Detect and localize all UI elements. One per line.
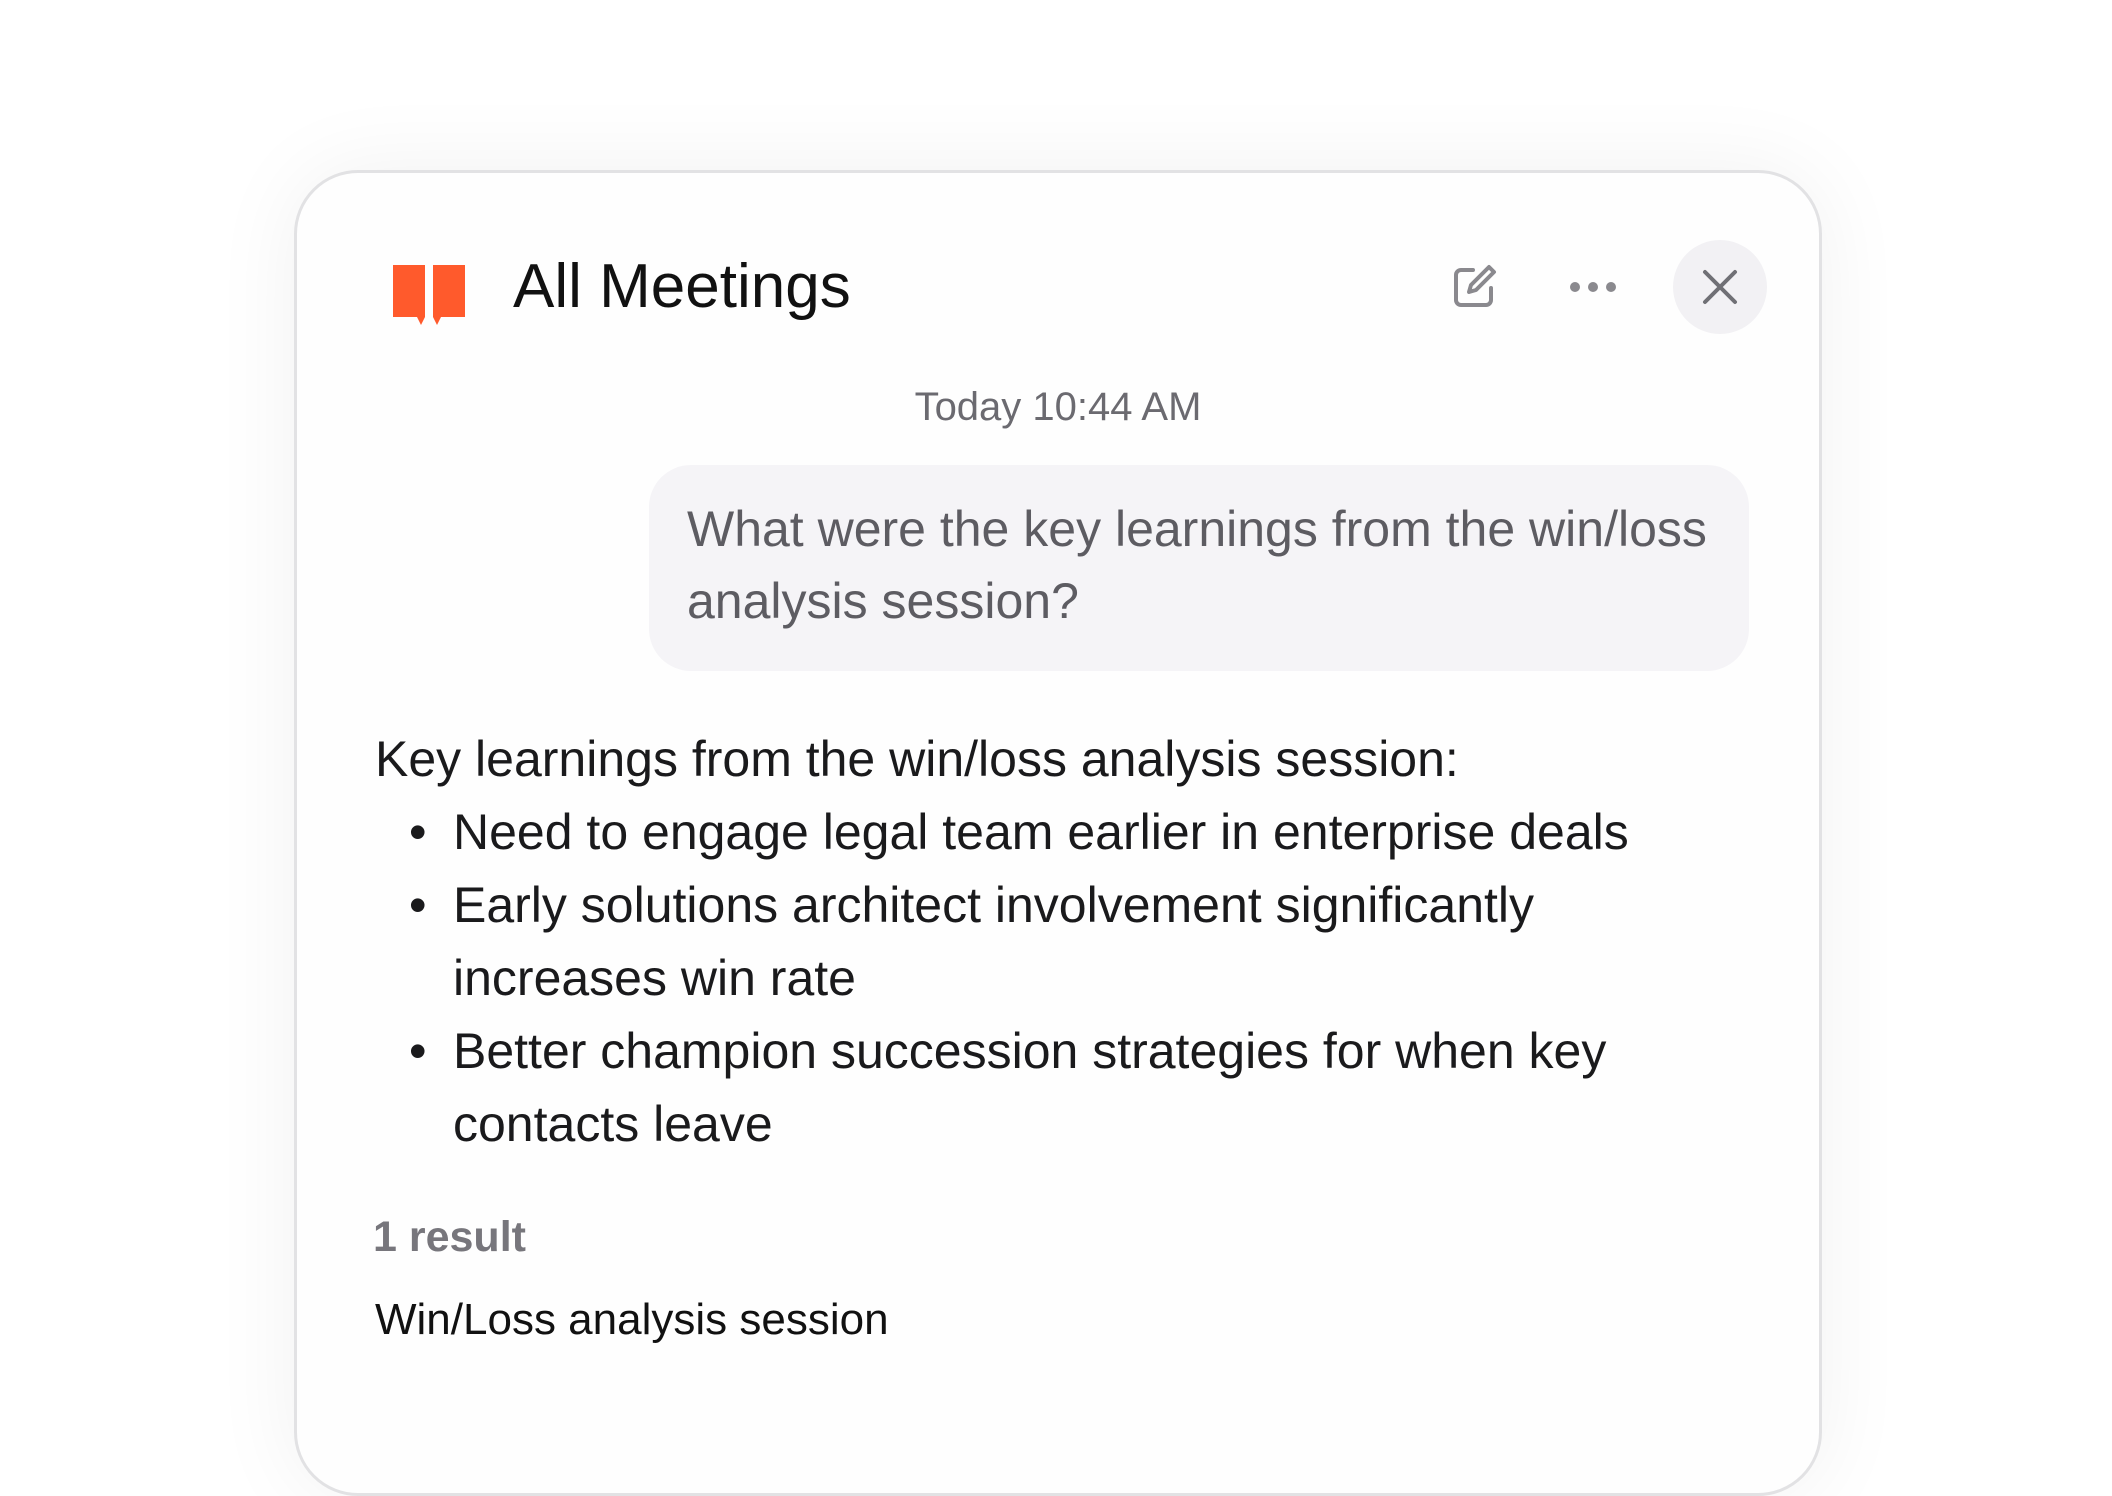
chat-panel [294,170,1822,1496]
close-button[interactable] [1673,240,1767,334]
close-icon [1702,269,1738,305]
results-count: 1 result [373,1213,526,1261]
answer-intro: Key learnings from the win/loss analysis session: [375,731,1459,787]
user-message-bubble: What were the key learnings from the win/loss analysis session? [649,465,1749,671]
more-options-button[interactable] [1546,240,1640,334]
more-horizontal-icon [1568,280,1618,294]
message-timestamp: Today 10:44 AM [914,385,1202,429]
edit-button[interactable] [1427,240,1521,334]
answer-bullet-list [375,796,1755,1161]
result-item[interactable]: Win/Loss analysis session [375,1295,889,1344]
book-open-icon [393,265,465,325]
answer-bullet: • Better champion succession strategies for when key contacts leave [409,1023,1607,1152]
edit-icon [1451,264,1497,310]
assistant-answer [375,723,1755,1161]
answer-bullet: • Early solutions architect involvement significantly increases win rate [409,877,1535,1006]
panel-title: All Meetings [513,252,851,321]
answer-bullet: • Need to engage legal team earlier in enterprise deals [409,804,1629,860]
